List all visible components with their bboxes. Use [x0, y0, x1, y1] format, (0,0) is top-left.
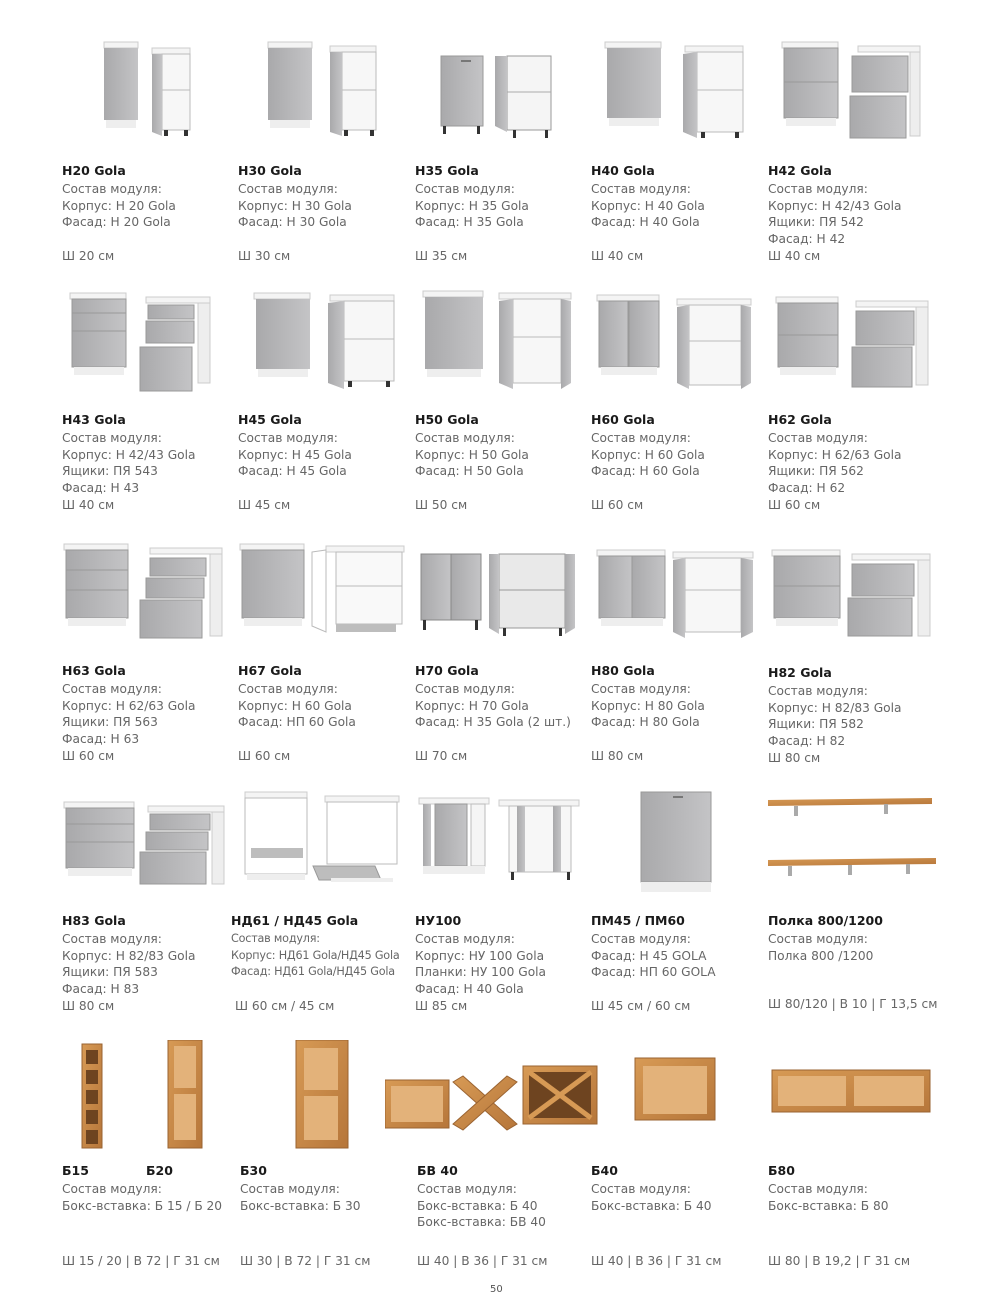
spec-line: Планки: НУ 100 Gola [415, 965, 547, 979]
facade-image [589, 790, 761, 908]
cabinet-image [60, 540, 232, 658]
spec-line: Фасад: НП 60 Gola [238, 715, 356, 729]
module-h70 [413, 540, 585, 790]
module-width: Ш 40 см [62, 498, 115, 512]
spec-line: Ящики: ПЯ 563 [62, 715, 158, 729]
module-h80 [589, 540, 761, 790]
module-width: Ш 40 см [768, 249, 821, 263]
composition-label: Состав модуля: [768, 1182, 868, 1196]
module-title: Н63 Gola [62, 663, 126, 678]
composition-label: Состав модуля: [768, 431, 868, 445]
cabinet-image [60, 790, 232, 908]
cabinet-image [229, 790, 401, 908]
composition-label: Состав модуля: [591, 932, 691, 946]
module-width: Ш 60 см [238, 749, 291, 763]
spec-line: Фасад: Н 63 [62, 731, 140, 746]
spec-line: Корпус: Н 62/63 Gola [62, 698, 196, 713]
catalog-row-1 [0, 40, 1000, 290]
module-title: Н80 Gola [591, 663, 655, 678]
catalog-row-5 [0, 1040, 1000, 1290]
module-pm45-pm60 [589, 790, 761, 1040]
module-width: Ш 80 | В 19,2 | Г 31 см [768, 1254, 911, 1268]
box-image [766, 1040, 938, 1158]
spec-line: Корпус: Н 60 Gola [591, 447, 705, 462]
module-h82 [766, 540, 938, 790]
spec-line: Ящики: ПЯ 582 [768, 717, 864, 731]
cabinet-image [413, 790, 585, 908]
spec-line: Корпус: Н 70 Gola [415, 698, 529, 713]
composition-label: Состав модуля: [62, 1182, 162, 1196]
cabinet-image [766, 40, 938, 158]
box-image [385, 1040, 600, 1158]
spec-line: Фасад: НП 60 GOLA [591, 965, 716, 979]
spec-line: Корпус: Н 42/43 Gola [768, 198, 902, 213]
module-width: Ш 15 / 20 | В 72 | Г 31 см [62, 1254, 220, 1268]
composition-label: Состав модуля: [591, 431, 691, 445]
module-title: Н43 Gola [62, 412, 126, 427]
module-title: Б15 [62, 1163, 89, 1178]
module-h60 [589, 289, 761, 539]
module-nu100 [413, 790, 585, 1040]
composition-label: Состав модуля: [62, 932, 162, 946]
cabinet-image [413, 289, 585, 407]
module-bv40 [385, 1040, 600, 1290]
cabinet-image [766, 540, 938, 658]
spec-line: Корпус: Н 20 Gola [62, 198, 176, 213]
module-h62 [766, 289, 938, 539]
box-image [589, 1040, 761, 1158]
module-title: Н70 Gola [415, 663, 479, 678]
cabinet-image [236, 289, 408, 407]
spec-line: Ящики: ПЯ 562 [768, 464, 864, 478]
shelf-image [766, 790, 938, 908]
spec-line: Корпус: Н 82/83 Gola [768, 700, 902, 715]
cabinet-image [236, 540, 408, 658]
spec-line: Бокс-вставка: Б 80 [768, 1198, 889, 1213]
module-title-secondary: Б20 [146, 1163, 173, 1178]
spec-line: Корпус: Н 45 Gola [238, 447, 352, 462]
composition-label: Состав модуля: [415, 682, 515, 696]
module-b80 [766, 1040, 938, 1290]
cabinet-image [236, 40, 408, 158]
catalog-row-4 [0, 790, 1000, 1040]
spec-line: Фасад: Н 83 [62, 981, 140, 996]
composition-label: Состав модуля: [591, 182, 691, 196]
module-width: Ш 60 см [62, 749, 115, 763]
spec-line: Бокс-вставка: Б 40 [591, 1198, 712, 1213]
spec-line: Фасад: НД61 Gola/НД45 Gola [231, 965, 395, 978]
module-h45 [236, 289, 408, 539]
module-title: Н50 Gola [415, 412, 479, 427]
module-width: Ш 30 см [238, 249, 291, 263]
module-h63 [60, 540, 232, 790]
composition-label: Состав модуля: [768, 684, 868, 698]
module-h42 [766, 40, 938, 290]
module-title: Н30 Gola [238, 163, 302, 178]
module-width: Ш 60 см [768, 498, 821, 512]
spec-line: Фасад: Н 40 Gola [591, 215, 700, 229]
module-nd61-nd45 [229, 790, 401, 1040]
module-width: Ш 80/120 | В 10 | Г 13,5 см [768, 997, 938, 1011]
composition-label: Состав модуля: [231, 932, 320, 945]
module-width: Ш 80 см [768, 751, 821, 765]
module-h43 [60, 289, 232, 539]
composition-label: Состав модуля: [62, 682, 162, 696]
module-width: Ш 45 см [238, 498, 291, 512]
module-title: Н60 Gola [591, 412, 655, 427]
spec-line: Бокс-вставка: Б 30 [240, 1198, 361, 1213]
spec-line: Фасад: Н 43 [62, 480, 140, 495]
spec-line: Фасад: Н 60 Gola [591, 464, 700, 478]
box-image [60, 1040, 232, 1158]
composition-label: Состав модуля: [415, 182, 515, 196]
spec-line: Корпус: Н 82/83 Gola [62, 948, 196, 963]
module-width: Ш 80 см [591, 749, 644, 763]
cabinet-image [60, 40, 232, 158]
module-width: Ш 80 см [62, 999, 115, 1013]
spec-line: Полка 800 /1200 [768, 948, 874, 963]
spec-line: Корпус: Н 80 Gola [591, 698, 705, 713]
spec-line: Ящики: ПЯ 543 [62, 464, 158, 478]
spec-line: Фасад: Н 50 Gola [415, 464, 524, 478]
catalog-row-2 [0, 289, 1000, 539]
composition-label: Состав модуля: [238, 682, 338, 696]
module-width: Ш 30 | В 72 | Г 31 см [240, 1254, 371, 1268]
spec-line: Корпус: НД61 Gola/НД45 Gola [231, 948, 400, 962]
module-b15-b20 [60, 1040, 232, 1290]
spec-line: Фасад: Н 30 Gola [238, 215, 347, 229]
module-h67 [236, 540, 408, 790]
module-h30 [236, 40, 408, 290]
cabinet-image [60, 289, 232, 407]
module-title: Н40 Gola [591, 163, 655, 178]
composition-label: Состав модуля: [62, 182, 162, 196]
spec-line: Фасад: Н 35 Gola (2 шт.) [415, 715, 571, 729]
composition-label: Состав модуля: [415, 431, 515, 445]
spec-line: Корпус: Н 30 Gola [238, 198, 352, 213]
module-h40 [589, 40, 761, 290]
spec-line: Корпус: Н 40 Gola [591, 198, 705, 213]
module-shelf-800-1200 [766, 790, 938, 1040]
composition-label: Состав модуля: [62, 431, 162, 445]
module-width: Ш 60 см / 45 см [235, 999, 335, 1013]
module-title: Н42 Gola [768, 163, 832, 178]
module-title: Н82 Gola [768, 665, 832, 680]
composition-label: Состав модуля: [591, 682, 691, 696]
module-width: Ш 40 | В 36 | Г 31 см [591, 1254, 722, 1268]
module-width: Ш 70 см [415, 749, 468, 763]
spec-line: Ящики: ПЯ 583 [62, 965, 158, 979]
module-width: Ш 40 | В 36 | Г 31 см [417, 1254, 548, 1268]
spec-line: Фасад: Н 42 [768, 231, 846, 246]
composition-label: Состав модуля: [591, 1182, 691, 1196]
module-h83 [60, 790, 232, 1040]
cabinet-image [413, 40, 585, 158]
spec-line: Корпус: Н 42/43 Gola [62, 447, 196, 462]
spec-line: Бокс-вставка: Б 15 / Б 20 [62, 1198, 223, 1213]
catalog-row-3 [0, 540, 1000, 790]
spec-line: Фасад: Н 40 Gola [415, 981, 524, 996]
module-title: Н20 Gola [62, 163, 126, 178]
module-title: НД61 / НД45 Gola [231, 913, 359, 928]
module-width: Ш 85 см [415, 999, 468, 1013]
cabinet-image [589, 540, 761, 658]
module-title: Н83 Gola [62, 913, 126, 928]
module-h20 [60, 40, 232, 290]
spec-line: Корпус: Н 62/63 Gola [768, 447, 902, 462]
spec-line: Ящики: ПЯ 542 [768, 215, 864, 229]
module-width: Ш 45 см / 60 см [591, 999, 691, 1013]
cabinet-image [413, 540, 585, 658]
cabinet-image [589, 40, 761, 158]
spec-line: Фасад: Н 80 Gola [591, 715, 700, 729]
spec-line: Корпус: Н 60 Gola [238, 698, 352, 713]
cabinet-image [766, 289, 938, 407]
cabinet-image [589, 289, 761, 407]
module-b40 [589, 1040, 761, 1290]
spec-line: Фасад: Н 20 Gola [62, 215, 171, 229]
page-number: 50 [490, 1284, 503, 1295]
module-title: Н67 Gola [238, 663, 302, 678]
spec-line: Бокс-вставка: Б 40 [417, 1198, 538, 1213]
module-title: Б80 [768, 1163, 795, 1178]
composition-label: Состав модуля: [415, 932, 515, 946]
spec-line: Фасад: Н 45 Gola [238, 464, 347, 478]
composition-label: Состав модуля: [417, 1182, 517, 1196]
module-title: БВ 40 [417, 1163, 458, 1178]
module-width: Ш 50 см [415, 498, 468, 512]
module-h35 [413, 40, 585, 290]
module-title: Б40 [591, 1163, 618, 1178]
module-title: НУ100 [415, 913, 462, 928]
composition-label: Состав модуля: [768, 932, 868, 946]
module-title: Полка 800/1200 [768, 913, 883, 928]
spec-line: Корпус: Н 35 Gola [415, 198, 529, 213]
module-h50 [413, 289, 585, 539]
module-title: Н35 Gola [415, 163, 479, 178]
module-title: Н62 Gola [768, 412, 832, 427]
module-width: Ш 40 см [591, 249, 644, 263]
spec-line: Фасад: Н 35 Gola [415, 215, 524, 229]
spec-line: Бокс-вставка: БВ 40 [417, 1215, 546, 1229]
module-title: Б30 [240, 1163, 267, 1178]
spec-line: Корпус: НУ 100 Gola [415, 948, 545, 963]
spec-line: Фасад: Н 82 [768, 733, 846, 748]
composition-label: Состав модуля: [238, 431, 338, 445]
module-title: Н45 Gola [238, 412, 302, 427]
spec-line: Фасад: Н 45 GOLA [591, 948, 707, 963]
module-title: ПМ45 / ПМ60 [591, 913, 685, 928]
composition-label: Состав модуля: [240, 1182, 340, 1196]
module-width: Ш 35 см [415, 249, 468, 263]
composition-label: Состав модуля: [238, 182, 338, 196]
module-width: Ш 20 см [62, 249, 115, 263]
spec-line: Корпус: Н 50 Gola [415, 447, 529, 462]
module-width: Ш 60 см [591, 498, 644, 512]
composition-label: Состав модуля: [768, 182, 868, 196]
spec-line: Фасад: Н 62 [768, 480, 846, 495]
